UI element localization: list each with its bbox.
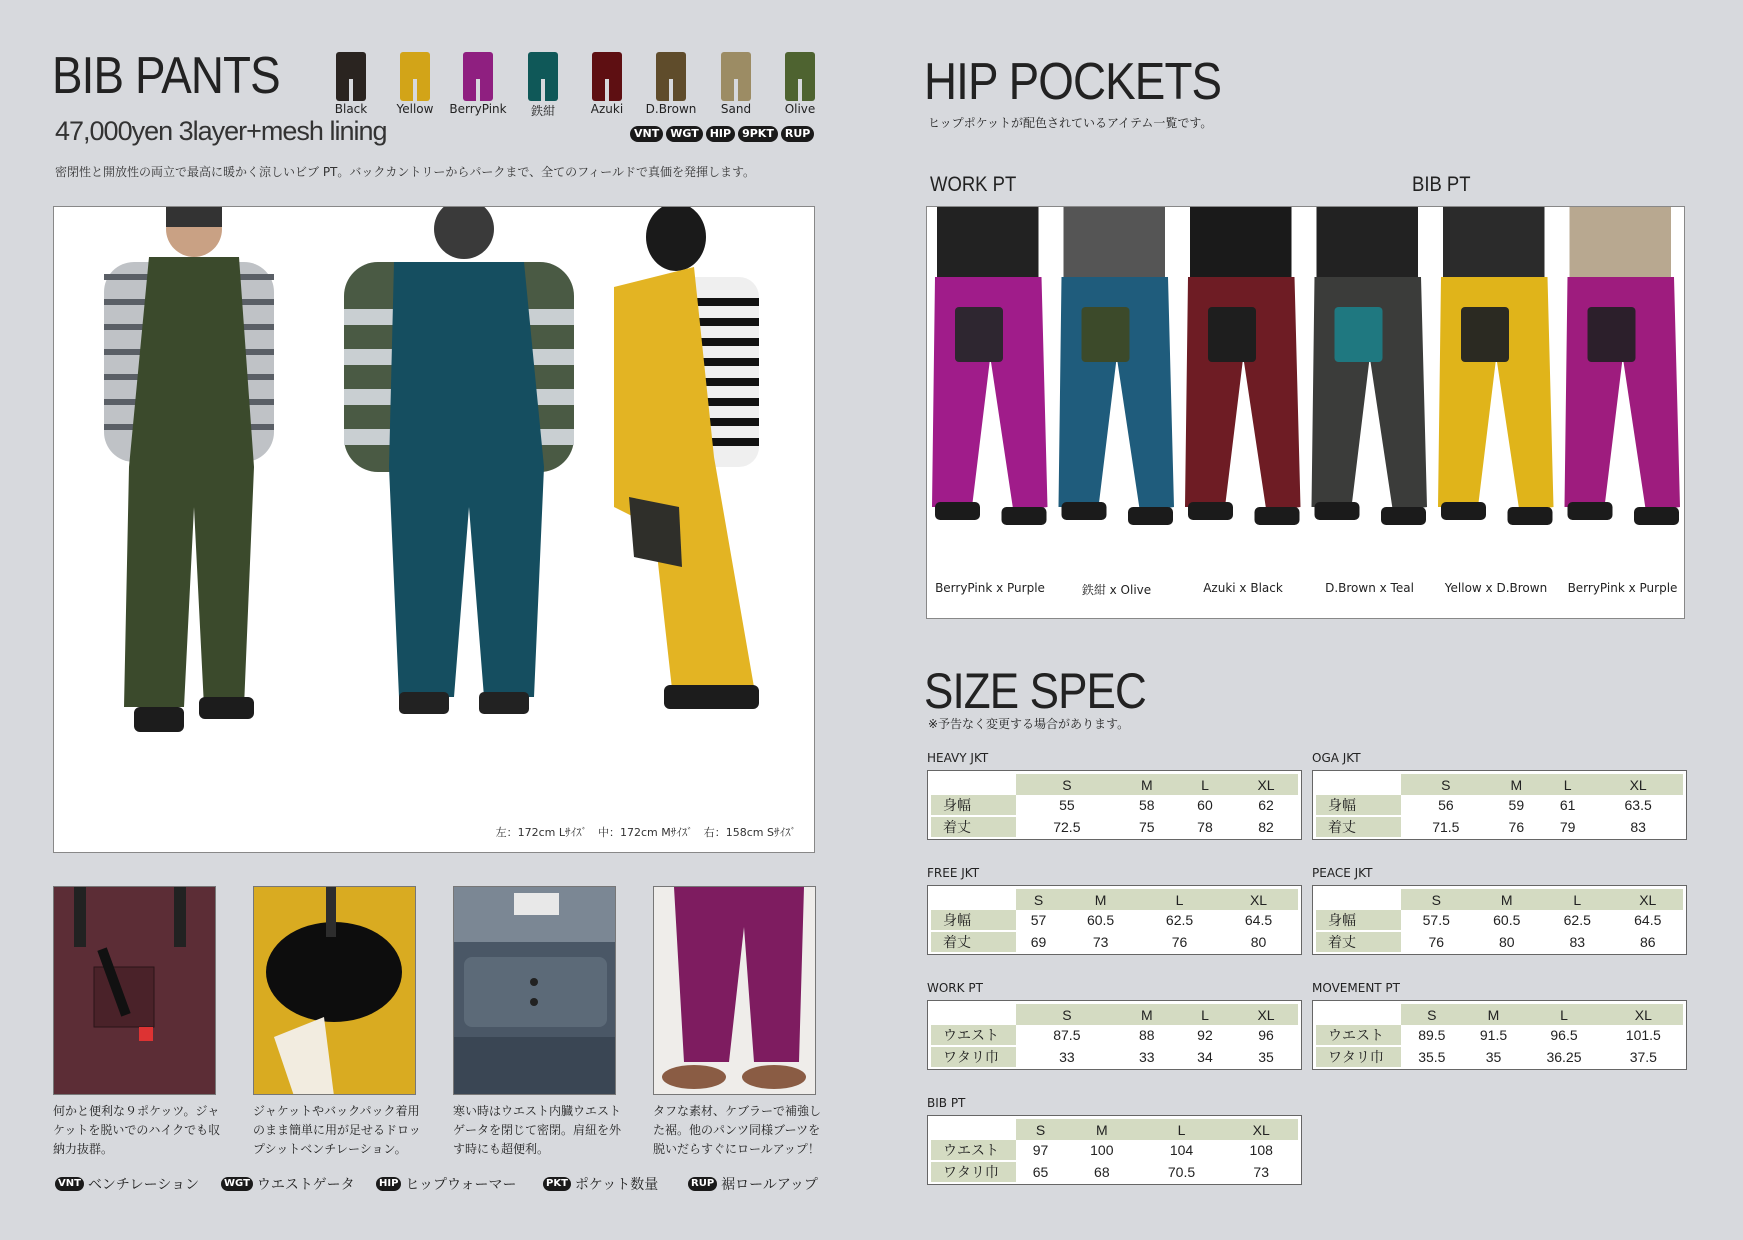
swatch-label-4: 鉄紺: [530, 104, 555, 118]
table-cell: 64.5: [1634, 912, 1662, 928]
table-cell: 73: [1061, 931, 1140, 952]
table-cell: 62.5: [1563, 912, 1591, 928]
table-cell: 96.5: [1550, 1027, 1578, 1043]
swatch-7: [721, 52, 751, 101]
swatch-label-3: BerryPink: [449, 102, 507, 116]
size-header: M: [1118, 774, 1176, 795]
row-header: ウエスト: [1316, 1025, 1401, 1046]
size-header: M: [1491, 774, 1542, 795]
size-table: [1312, 1000, 1687, 1070]
table-cell: 35: [1463, 1046, 1525, 1067]
hip-pockets-photo: [926, 206, 1685, 619]
row-header: 着丈: [1316, 931, 1401, 952]
table-cell: 63.5: [1624, 797, 1652, 813]
size-header: L: [1176, 774, 1234, 795]
thumb-caption-1: 何かと便利な９ポケッツ。ジャケットを脱いでのハイクでも収納力抜群。: [53, 1104, 221, 1156]
size-header: M: [1463, 1004, 1525, 1025]
table-cell: 55: [1059, 797, 1075, 813]
thumb-caption-2: ジャケットやバックパック着用のまま簡単に用が足せるドロップシットベンチレーション。: [253, 1104, 421, 1156]
pant-figure-5: [1438, 207, 1554, 525]
size-header: S: [1016, 889, 1061, 910]
table-cell: 89.5: [1418, 1027, 1446, 1043]
bib-pt-label: BIB PT: [1412, 173, 1471, 196]
product-description: 密閉性と開放性の両立で最高に暖かく涼しいビブ PT。バックカントリーからパークまで、全てのフィールドで真価を発揮します。: [55, 165, 755, 179]
size-table: [1312, 885, 1687, 955]
swatch-label-6: D.Brown: [645, 102, 697, 116]
table-cell: 35.5: [1401, 1046, 1463, 1067]
table-cell: 91.5: [1479, 1027, 1508, 1043]
legend-rup: RUP 裾ロールアップ: [688, 1174, 818, 1194]
size-header: XL: [1234, 774, 1298, 795]
thumb-gaiter: [453, 886, 616, 1095]
row-header: ワタリ巾: [931, 1161, 1016, 1182]
size-header: L: [1542, 774, 1593, 795]
size-table: [927, 770, 1302, 840]
table-cell: 80: [1472, 931, 1543, 952]
size-header: S: [1401, 774, 1491, 795]
table-cell: 72.5: [1016, 816, 1118, 837]
table-label: WORK PT: [927, 981, 983, 995]
legend-pkt: PKT ポケット数量: [543, 1174, 658, 1194]
model-olive: [104, 207, 274, 732]
pant-figure-4: [1312, 207, 1428, 525]
price-line: 47,000yen 3layer+mesh lining: [55, 116, 387, 146]
size-header: M: [1061, 889, 1140, 910]
table-cell: 69: [1016, 931, 1061, 952]
table-cell: 108: [1249, 1142, 1273, 1158]
size-header: S: [1016, 774, 1118, 795]
swatch-2: [400, 52, 430, 101]
table-cell: 100: [1090, 1142, 1114, 1158]
row-header: 着丈: [931, 931, 1016, 952]
pant-caption-1: BerryPink x Purple: [935, 581, 1045, 595]
models-illustration: [54, 207, 815, 853]
pant-caption-6: BerryPink x Purple: [1567, 581, 1678, 595]
thumb-caption-4: タフな素材、ケブラーで補強した裾。他のパンツ同様ブーツを脱いだらすぐにロールアップ！: [653, 1104, 822, 1156]
size-header: M: [1472, 889, 1543, 910]
pant-caption-2: 鉄紺 x Olive: [1081, 583, 1152, 597]
table-cell: 61: [1559, 797, 1576, 813]
legend-wgt: WGT ウエストゲータ: [221, 1174, 355, 1194]
size-header: S: [1016, 1004, 1118, 1025]
pant-figure-6: [1565, 207, 1681, 525]
table-cell: 86: [1613, 931, 1684, 952]
pant-caption-5: Yellow x D.Brown: [1444, 581, 1548, 595]
swatch-label-8: Olive: [784, 102, 816, 116]
pants-illustration: [927, 207, 1685, 567]
table-cell: 104: [1169, 1142, 1194, 1158]
table-cell: 64.5: [1244, 912, 1273, 928]
legend-hip: HIP ヒップウォーマー: [376, 1174, 516, 1194]
table-cell: 83: [1593, 816, 1683, 837]
size-header: M: [1065, 1119, 1139, 1140]
table-cell: 76: [1401, 931, 1472, 952]
work-pt-label: WORK PT: [930, 173, 1017, 196]
thumb-caption-3: 寒い時はウエスト内臓ウエストゲータを閉じて密閉。肩紐を外す時にも超便利。: [453, 1104, 622, 1156]
size-header: XL: [1593, 774, 1683, 795]
pant-caption-3: Azuki x Black: [1203, 581, 1283, 595]
swatch-label-5: Azuki: [590, 102, 624, 116]
table-label: HEAVY JKT: [927, 751, 989, 765]
tag-rup: RUP: [781, 126, 814, 142]
legend-vnt: VNT ベンチレーション: [55, 1174, 199, 1194]
pant-caption-4: D.Brown x Teal: [1325, 581, 1414, 595]
table-cell: 60: [1197, 797, 1213, 813]
thumb-pockets: [53, 886, 216, 1095]
size-header: XL: [1219, 889, 1298, 910]
table-cell: 97: [1032, 1142, 1049, 1158]
row-header: ウエスト: [931, 1140, 1016, 1161]
size-header: XL: [1224, 1119, 1298, 1140]
size-header: L: [1542, 889, 1613, 910]
table-cell: 80: [1219, 931, 1298, 952]
hip-pockets-subtitle: ヒップポケットが配色されているアイテム一覧です。: [928, 116, 1213, 130]
table-cell: 78: [1176, 816, 1234, 837]
size-header: L: [1176, 1004, 1234, 1025]
tag-vnt: VNT: [630, 126, 663, 142]
table-cell: 59: [1508, 797, 1525, 813]
table-cell: 92: [1197, 1027, 1213, 1043]
table-label: FREE JKT: [927, 866, 980, 880]
size-header: S: [1016, 1119, 1065, 1140]
table-cell: 57.5: [1422, 912, 1450, 928]
thumb-rollup: [653, 886, 816, 1095]
tag-wgt: WGT: [666, 126, 702, 142]
main-product-photo: [53, 206, 815, 853]
size-table: [927, 1000, 1302, 1070]
row-header: ワタリ巾: [1316, 1046, 1401, 1067]
row-header: ワタリ巾: [931, 1046, 1016, 1067]
swatch-label-1: Black: [334, 102, 368, 116]
row-header: 着丈: [931, 816, 1016, 837]
row-header: 着丈: [1316, 816, 1401, 837]
model-teal: [344, 207, 574, 714]
table-cell: 34: [1176, 1046, 1234, 1067]
table-cell: 56: [1438, 797, 1454, 813]
table-cell: 96: [1258, 1027, 1274, 1043]
table-cell: 82: [1234, 816, 1298, 837]
table-cell: 76: [1491, 816, 1542, 837]
table-cell: 62.5: [1165, 912, 1194, 928]
size-header: L: [1139, 1119, 1225, 1140]
rollup-illustration: [654, 887, 816, 1095]
size-header: XL: [1234, 1004, 1298, 1025]
swatch-6: [656, 52, 686, 101]
size-spec-title: SIZE SPEC: [924, 663, 1146, 719]
table-cell: 76: [1140, 931, 1219, 952]
table-cell: 62: [1258, 797, 1274, 813]
size-header: M: [1118, 1004, 1176, 1025]
size-spec-note: ※予告なく変更する場合があります。: [928, 717, 1130, 731]
swatch-4: [528, 52, 558, 101]
table-cell: 35: [1234, 1046, 1298, 1067]
photo-caption: 左：172cm Lｻｲｽﾞ 中：172cm Mｻｲｽﾞ 右：158cm Sｻｲｽﾞ: [495, 826, 796, 839]
pockets-illustration: [54, 887, 216, 1095]
model-yellow: [614, 207, 759, 709]
row-header: 身幅: [1316, 795, 1401, 816]
row-header: 身幅: [931, 910, 1016, 931]
table-cell: 101.5: [1625, 1027, 1661, 1043]
table-cell: 60.5: [1493, 912, 1521, 928]
row-header: ウエスト: [931, 1025, 1016, 1046]
table-cell: 58: [1139, 797, 1155, 813]
size-table: [927, 1115, 1302, 1185]
table-cell: 33: [1016, 1046, 1118, 1067]
swatch-label-7: Sand: [720, 102, 752, 116]
table-cell: 60.5: [1086, 912, 1115, 928]
swatch-1: [336, 52, 366, 101]
size-table: [927, 885, 1302, 955]
table-cell: 71.5: [1401, 816, 1491, 837]
table-cell: 33: [1118, 1046, 1176, 1067]
table-cell: 37.5: [1604, 1046, 1683, 1067]
table-cell: 36.25: [1524, 1046, 1603, 1067]
table-cell: 70.5: [1139, 1161, 1225, 1182]
table-label: MOVEMENT PT: [1312, 981, 1401, 995]
row-header: 身幅: [931, 795, 1016, 816]
hip-pockets-title: HIP POCKETS: [924, 53, 1222, 111]
tag-9pkt: 9PKT: [738, 126, 778, 142]
table-label: PEACE JKT: [1312, 866, 1373, 880]
bib-pants-title: BIB PANTS: [52, 47, 280, 105]
pant-figure-2: [1059, 207, 1175, 525]
feature-tags: [630, 126, 814, 142]
swatch-5: [592, 52, 622, 101]
table-cell: 57: [1030, 912, 1047, 928]
table-cell: 65: [1016, 1161, 1065, 1182]
size-header: L: [1524, 1004, 1603, 1025]
size-table: [1312, 770, 1687, 840]
size-header: XL: [1613, 889, 1684, 910]
table-label: BIB PT: [927, 1096, 966, 1110]
pant-figure-3: [1185, 207, 1301, 525]
size-header: S: [1401, 889, 1472, 910]
size-header: L: [1140, 889, 1219, 910]
table-cell: 88: [1139, 1027, 1155, 1043]
table-cell: 83: [1542, 931, 1613, 952]
size-header: XL: [1604, 1004, 1683, 1025]
row-header: 身幅: [1316, 910, 1401, 931]
pant-figure-1: [932, 207, 1048, 525]
tag-hip: HIP: [706, 126, 735, 142]
gaiter-illustration: [454, 887, 616, 1095]
dropseat-illustration: [254, 887, 416, 1095]
table-label: OGA JKT: [1312, 751, 1361, 765]
table-cell: 68: [1065, 1161, 1139, 1182]
swatch-3: [463, 52, 493, 101]
table-cell: 79: [1542, 816, 1593, 837]
table-cell: 73: [1224, 1161, 1298, 1182]
swatch-8: [785, 52, 815, 101]
swatch-label-2: Yellow: [396, 102, 434, 116]
thumb-dropseat: [253, 886, 416, 1095]
table-cell: 75: [1118, 816, 1176, 837]
size-header: S: [1401, 1004, 1463, 1025]
table-cell: 87.5: [1053, 1027, 1081, 1043]
